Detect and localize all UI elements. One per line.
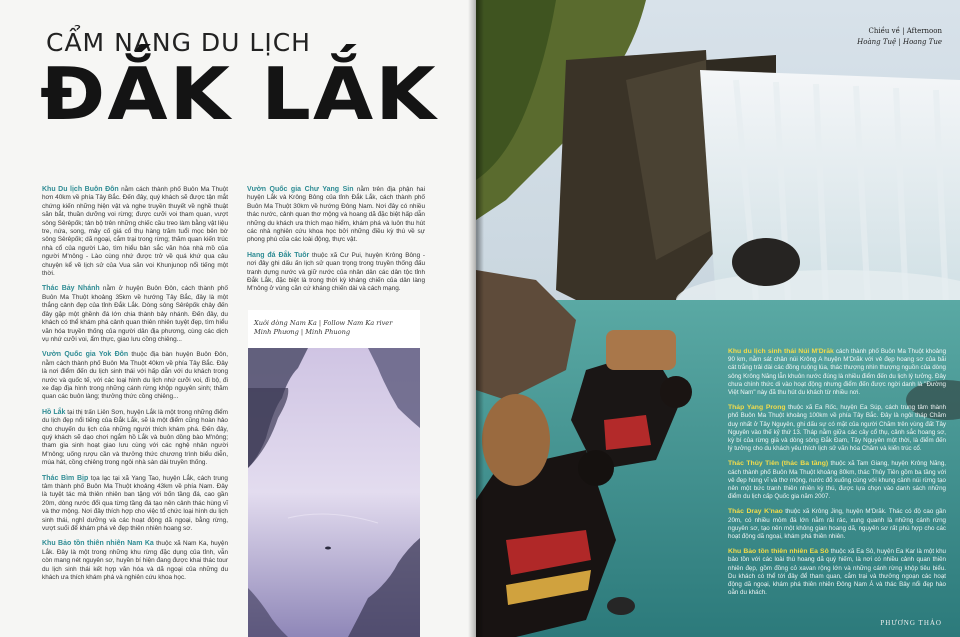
paragraph-text: thuộc xã Tam Giang, huyện Krông Năng, cách thành phố Buôn Ma Thuột khoảng 80km, thác Thủy Tiên gồm ba tầng với vẻ đẹp hùng vĩ và thơ mộng, nước đổ xuống cùng với khung cảnh núi rừng tạo nên một bức tranh thiên nhiên kỳ thú, được lựa chọn vào danh sách những điểm du lịch cấp Quốc gia năm 2007. (728, 460, 946, 501)
paragraph-title: Hang đá Đắk Tuôr (247, 251, 310, 259)
article-kicker: CẨM NANG DU LỊCH (46, 28, 311, 57)
paragraph (728, 548, 946, 597)
paragraph (42, 475, 228, 534)
article-headline: ĐẮK LẮK (40, 52, 438, 136)
paragraph (728, 348, 946, 397)
paragraph-title: Vườn Quốc gia Chư Yang Sin (247, 186, 354, 193)
paragraph-text: tại thị trấn Liên Sơn, huyện Lắk là một trong những điểm du lịch đẹp nổi tiếng của Đắk Lắk, sẽ là một điểm cũng hoàn hảo cho chuyến du lịch của những người thích khám phá. Đến đây, quý khách sẽ dạo chơi ngắm hồ Lắk và buôn dồng bào M'nông; tham gia sinh hoạt giao lưu cùng với các nghệ nhân người M'nông; uống rượu cần và thưởng thức chương trình biểu diễn, múa hát, cồng chiêng trong ngôi nhà sàn dài truyền thống. (42, 408, 228, 467)
paragraph-title: Hồ Lắk (42, 408, 66, 416)
right-page (476, 0, 960, 637)
photo-credit (857, 26, 942, 48)
paragraph-title: Khu Bảo tồn thiên nhiên Nam Ka (42, 540, 154, 548)
paragraph-title: Tháp Yang Prong (728, 404, 786, 412)
paragraph-text: thuộc xã Nam Ka, huyện Lắk. Đây là một trong những khu rừng đặc dụng của tỉnh, vẫn còn mang nét nguyên sơ, huyền bí hiện đang được khai thác tour du lịch sinh thái kết hợp văn hóa và dã ngoại của những du khách ưa thích khám phá và nghiên cứu khoa học. (42, 540, 228, 582)
paragraph-title: Khu du lịch sinh thái Núi M'Drăk (728, 348, 834, 355)
paragraph (247, 186, 425, 245)
photo-credit-title: Chiều về | Afternoon (868, 27, 942, 35)
paragraph (42, 351, 228, 401)
page-gutter (468, 0, 484, 637)
river-photo-frame (248, 310, 420, 637)
paragraph (42, 186, 228, 278)
paragraph-text: thuộc địa bàn huyện Buôn Đôn, nằm cách thành phố Buôn Ma Thuột 40km về phía Tây Bắc. Đây là nơi điểm đến du lịch sinh thái với hấp dẫn với du khách trong nước và quốc tế, với các loại hình du lịch nhứ cưỡi voi, đi bộ, đi xe đạp địa hình trong những cánh rừng khộp nguyên sinh; thăm quan các buôn làng; thưởng thức cồng chiêng... (42, 351, 228, 401)
text-column-left (42, 186, 228, 589)
paragraph (728, 508, 946, 541)
river-photo (248, 348, 420, 637)
paragraph-text: nằm cách thành phố Buôn Ma Thuột hơn 40km về phía Tây Bắc. Đến đây, quý khách sẽ được tận mắt chứng kiến những hiện vật và nghe truyền thuyết về nghề thuật săn bắt, thuần dưỡng voi rừng; được cưỡi voi tham quan, vượt sông Sêrêpốk; tản bộ trên những chiếc cầu treo làm bằng vật liệu tre, nứa, song, mây cố giá cổ thụ hàng trăm tuổi mọc bên bờ sông Sêrêpốk; dã ngoại, cắm trại trong rừng; thăm quan kiến trúc nhà cổ của người Lào, tìm hiểu bản sắc văn hóa nhà mồ của người M'nông - Lào cùng nhứ được trở về quá khứ qua câu chuyện kể về lịch sử của Vua săn voi Khunjunop nổi tiếng một thời. (42, 186, 229, 278)
paragraph-text: thuộc xã Cư Pui, huyện Krông Bông - nơi đây ghi dấu ấn lịch sử quan trọng trong truyền thống đấu tranh dựng nước và giữ nước của nhân dân các dân tộc tỉnh Đắk Lắk, đặc biệt là trong thời kỳ kháng chiến của dân làng M'nông ở vùng căn cứ kháng chiến dài và cách mạng. (247, 251, 425, 293)
photo-caption-title: Xuôi dòng Nam Ka | Follow Nam Ka river (254, 319, 393, 327)
paragraph (42, 285, 228, 344)
paragraph-title: Thác Bìm Bịp (42, 474, 89, 482)
paragraph (42, 540, 228, 582)
photo-caption (254, 319, 418, 337)
text-column-right (728, 348, 946, 604)
paragraph-text: cách thành phố Buôn Ma Thuột khoảng 90 km, nằm sát chân núi Krông A huyện M'Drăk với vẻ đẹp hoang sơ của bãi cát trắng trải dài các đồng ruộng lúa, thác thượng nhìn thượng nguồn của dòng sông Krông Năng lẫn khuôn nước đúng là nhiều điểm đến du lịch lý tưởng. Đây chưa chính thức di vào hoạt động nhưng điểm đến được ngời danh là "Đường Việt Nam" này đã thu hút du khách từ nhiều nơi. (728, 348, 947, 397)
paragraph-title: Thác Thủy Tiên (thác Ba tầng) (728, 460, 829, 468)
paragraph-text: thuộc xã Krông Jing, huyện M'Drăk. Thác có độ cao gần 20m, có nhiều mỏm đá lớn nằm rải rác, xung quanh là những cánh rừng nguyên sơ, tạo nên một không gian hoang dã, nguyên sơ rất phù hợp cho các hoạt động dã ngoại, khám phá thiên nhiên. (728, 508, 947, 541)
river-scene-image (248, 348, 420, 637)
paragraph-title: Thác Bảy Nhánh (42, 285, 100, 293)
paragraph-text: thuộc xã Ea Rốc, huyện Ea Súp, cách trung tâm thành phố Buôn Ma Thuột khoảng 100km về phía Tây Bắc. Đây là ngôi tháp Chăm duy nhất ở Tây Nguyên, ghi dấu sự có mặt của người Chăm trên vùng đất Tây Nguyên vào thế kỷ thứ 13. Tháp nằm giữa các cây cổ thụ, cảnh sắc hoang sơ, kỳ bí của rừng già và dòng sông Đắk Đam, Tây Nguyên một thời, là điểm đến lý tưởng cho du khách yêu thích lịch sử văn hóa Chăm và kiến trúc cổ. (728, 404, 947, 453)
left-page (0, 0, 476, 637)
paragraph (247, 252, 425, 294)
paragraph (42, 409, 228, 468)
paragraph-text: tọa lạc tại xã Yang Tao, huyện Lắk, cách trung tâm thành phố Buôn Ma Thuột khoảng 43km về phía Nam. Đây là tuyệt tác mà thiên nhiên ban tặng với bốn tầng đá, cao gần 20m, dòng nước đổi qua từng tầng đá tạo nên cảnh thác hùng vĩ và thơ mộng. Nơi đây thích hợp cho việc tổ chức loại hình du lịch sinh thái, nghỉ dưỡng và các hoạt động dã ngoại, bằng rừng, vượt suối để khám phá vẻ đẹp thiên nhiên hoang sơ. (42, 474, 228, 533)
paragraph-title: Khu Bảo tồn thiên nhiên Ea Sô (728, 548, 829, 556)
paragraph-text: nằm ở huyện Buôn Đôn, cách thành phố Buôn Ma Thuột khoảng 35km về hướng Tây Bắc, đây là một thắng cảnh đẹp của tỉnh Đắk Lắk. Dòng sông Sêrêpốk chảy đến đây gặp một ghềnh đá lớn chia thành bảy nhánh. Đến đây, du khách có thể khám phá cảnh quan thiên nhiên tuyệt đẹp, tìm hiểu văn hóa truyền thống của người dân địa phương, cùng các dịch vụ nhứ cưỡi voi, ẩm thực, giao lưu cồng chiêng... (42, 285, 228, 343)
paragraph (728, 404, 946, 453)
photo-credit-author: Hoàng Tuệ | Hoang Tue (857, 38, 942, 46)
paragraph-title: Vườn Quốc gia Yok Đôn (42, 351, 129, 359)
photo-caption-credit: Minh Phương | Minh Phuong (254, 328, 351, 336)
paragraph-text: thuộc xã Ea Sô, huyện Ea Kar là một khu bảo tồn với các loài thú hoang dã quý hiếm, là nơi có nhiều cảnh quan thiên nhiên đẹp, gồm đồng cỏ xavan rộng lớn và những cánh rừng khộp tiêu biểu. Du khách có thể tới đây để tham quan, cắm trại và thưởng ngoạn các hoạt động dã ngoại, khám phá thiên nhiên Đông Nam Á và thác Bảy nổi đẹp hào oằn du khách. (728, 548, 946, 597)
paragraph (728, 460, 946, 501)
paragraph-title: Khu Du lịch Buôn Đôn (42, 186, 119, 193)
author-signature: PHƯƠNG THẢO (880, 619, 942, 627)
paragraph-text: nằm trên địa phận hai huyện Lắk và Krông Bông của tỉnh Đắk Lắk, cách thành phố Buôn Ma Thuột 30km về hướng Đông Nam. Nơi đây có nhiều thác nước, cảnh quan thơ mộng và hoang dã đặc biệt hấp dẫn những du khách ưa thích mạo hiểm, khám phá và luôn thu hút các nhà nghiên cứu khoa học bởi những điều kỳ thú về sự phong phú của các loài động, thực vật. (247, 186, 425, 244)
paragraph-title: Thác Dray K'nao (728, 508, 783, 516)
text-column-middle (247, 186, 425, 301)
